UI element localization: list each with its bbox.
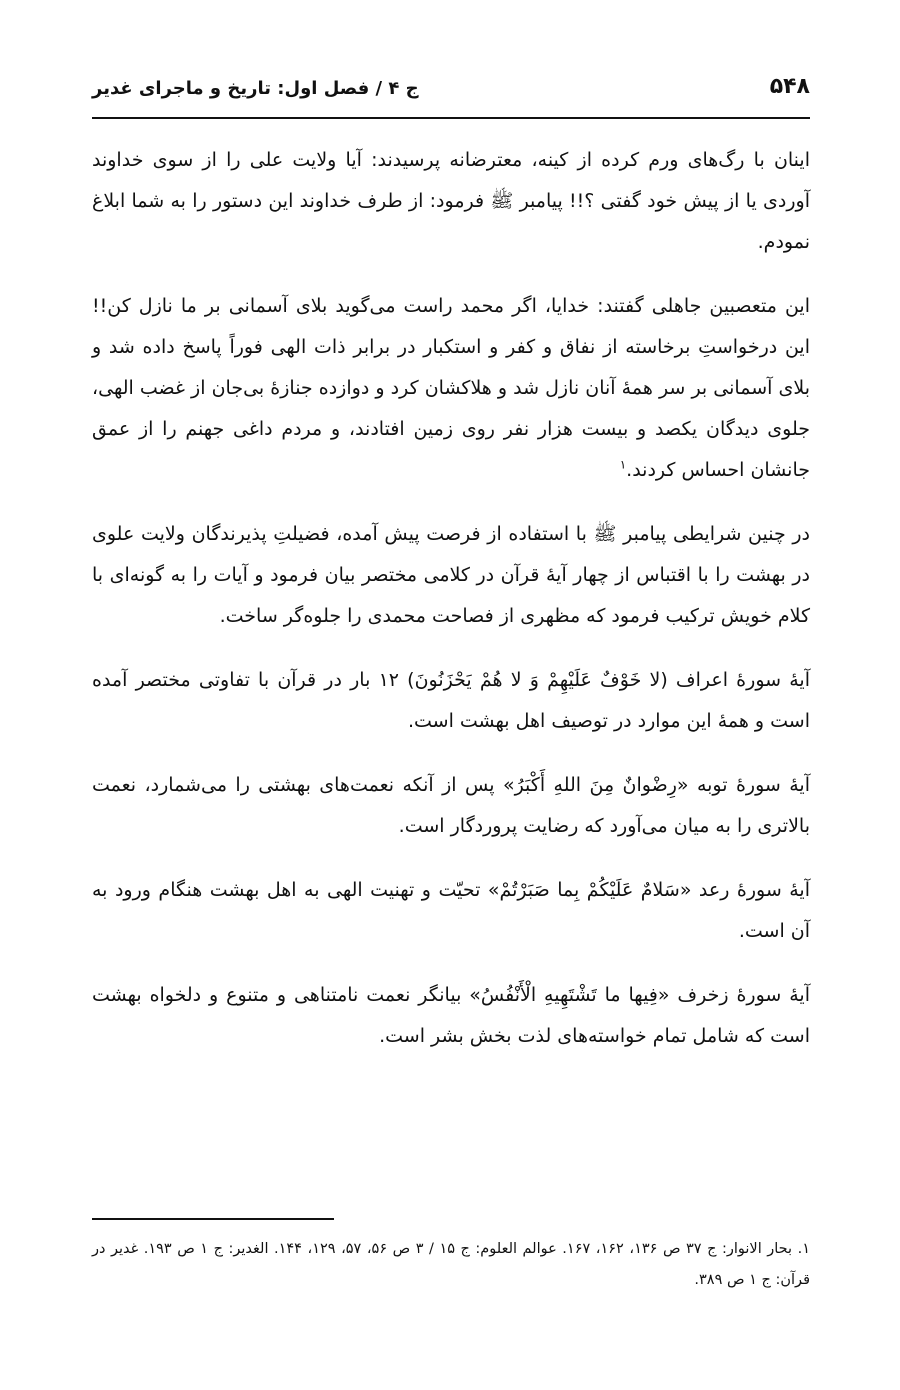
main-text [92,140,810,1080]
book-page [92,0,810,1390]
footnote-reference[interactable]: ۱ [619,457,627,472]
page-number: ۵۴۸ [769,74,810,99]
paragraph: آیهٔ سورهٔ توبه «رِضْوانٌ مِنَ اللهِ أَكْبَرُ» پس از آنکه نعمت‌های بهشتی را می‌شمارد، نعمت بالاتری را به میان می‌آورد که رضایت پروردگار است. [92,774,810,837]
paragraph: این متعصبین جاهلی گفتند: خدایا، اگر محمد راست می‌گوید بلای آسمانی بر ما نازل کن!! این درخواستِ برخاسته از نفاق و کفر و استکبار در برابر ذات الهی فوراً پاسخ داده شد و بلای آسمانی بر سر همهٔ آنان نازل شد و هلاکشان کرد و دوازده جنازهٔ بی‌جان از غضب الهی، جلوی دیدگان یکصد و بیست هزار نفر روی زمین افتادند، و مردم داغی جهنم را از عمق جانشان احساس کردند.$^۱$ [92,295,810,481]
footnote: ۱. بحار الانوار: ج ۳۷ ص ۱۳۶، ۱۶۲، ۱۶۷. عوالم العلوم: ج ۱۵ / ۳ ص ۵۶، ۵۷، ۱۲۹، ۱۴۴. الغدیر: ج ۱ ص ۱۹۳. غدیر در قرآن: ج ۱ ص ۳۸۹. [92,1241,810,1288]
footnote-divider [92,1218,334,1220]
header-divider [92,117,810,119]
paragraph: آیهٔ سورهٔ رعد «سَلامٌ عَلَيْكُمْ بِما صَبَرْتُمْ» تحیّت و تهنیت الهی به اهل بهشت هنگام ورود به آن است. [92,879,810,942]
page-header [92,64,810,114]
paragraph: آیهٔ سورهٔ زخرف «فِيها ما تَشْتَهِيهِ الْأَنْفُسُ» بیانگر نعمت نامتناهی و متنوع و دلخواه بهشت است که شامل تمام خواسته‌های لذت بخش بشر است. [92,984,810,1047]
paragraph: اینان با رگ‌های ورم کرده از کینه، معترضانه پرسیدند: آیا ولایت علی را از سوی خداوند آوردی یا از پیش خود گفتی ؟!! پیامبر ﷺ فرمود: از طرف خداوند این دستور را به شما ابلاغ نمودم. [92,149,810,253]
paragraph: در چنین شرایطی پیامبر ﷺ با استفاده از فرصت پیش آمده، فضیلتِ پذیرندگان ولایت علوی در بهشت را با اقتباس از چهار آیهٔ قرآن در کلامی مختصر بیان فرمود و آیات را به گونه‌ای با کلام خویش ترکیب فرمود که مظهری از فصاحت محمدی را جلوه‌گر ساخت. [92,523,810,627]
paragraph: آیهٔ سورهٔ اعراف (لا خَوْفٌ عَلَيْهِمْ وَ لا هُمْ يَحْزَنُونَ) ۱۲ بار در قرآن با تفاوتی مختصر آمده است و همهٔ این موارد در توصیف اهل بهشت است. [92,669,810,732]
running-title: ج ۴ / فصل اول: تاریخ و ماجرای غدیر [92,78,419,99]
